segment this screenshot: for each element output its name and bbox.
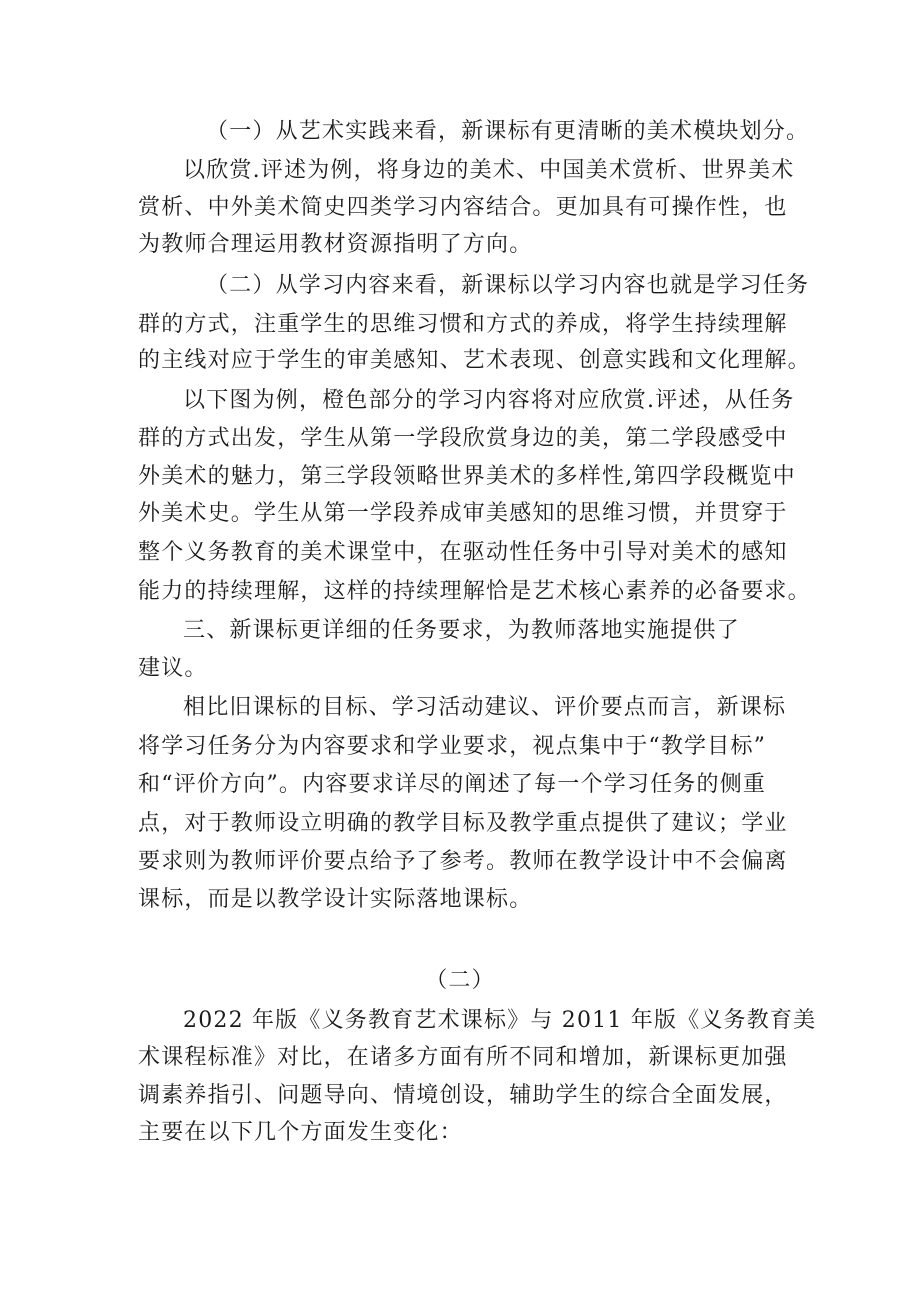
paragraph-line: 课标，而是以教学设计实际落地课标。 [138,887,533,912]
paragraph-line: 群的方式出发，学生从第一学段欣赏身边的美，第二学段感受中 [138,426,788,451]
paragraph-line: 为教师合理运用教材资源指明了方向。 [138,232,533,257]
paragraph-line: 主要在以下几个方面发生变化： [138,1120,463,1145]
paragraph-line: 要求则为教师评价要点给予了参考。教师在教学设计中不会偏离 [138,849,788,874]
paragraph-line: 能力的持续理解，这样的持续理解恰是艺术核心素养的必备要求。 [138,579,811,604]
paragraph-line: 以欣赏.评述为例，将身边的美术、中国美术赏析、世界美术 [183,158,795,183]
paragraph-line: 将学习任务分为内容要求和学业要求，视点集中于“教学目标” [138,734,767,759]
paragraph-line: 术课程标准》对比，在诸多方面有所不同和增加，新课标更加强 [138,1045,788,1070]
paragraph-line: （二）从学习内容来看，新课标以学习内容也就是学习任务 [206,273,810,298]
paragraph-line: 群的方式，注重学生的思维习惯和方式的养成，将学生持续理解 [138,312,788,337]
paragraph-line: 和“评价方向”。内容要求详尽的阐述了每一个学习任务的侧重 [138,772,767,797]
section-two-heading: （二） [425,968,495,993]
paragraph-line: 调素养指引、问题导向、情境创设，辅助学生的综合全面发展， [138,1083,788,1108]
paragraph-line: （一）从艺术实践来看，新课标有更清晰的美术模块划分。 [206,119,810,144]
paragraph-line: 以下图为例，橙色部分的学习内容将对应欣赏.评述，从任务 [183,388,795,413]
paragraph-line: 点，对于教师设立明确的教学目标及教学重点提供了建议；学业 [138,811,788,836]
paragraph-line: 整个义务教育的美术课堂中，在驱动性任务中引导对美术的感知 [138,540,788,565]
paragraph-line: 的主线对应于学生的审美感知、艺术表现、创意实践和文化理解。 [138,348,811,373]
paragraph-line: 外美术史。学生从第一学段养成审美感知的思维习惯，并贯穿于 [138,501,788,526]
paragraph-line: 外美术的魅力，第三学段领略世界美术的多样性,第四学段概览中 [138,464,796,489]
paragraph-line: 赏析、中外美术简史四类学习内容结合。更加具有可操作性，也 [138,195,788,220]
paragraph-line: 2022 年版《义务教育艺术课标》与 2011 年版《义务教育美 [183,1008,817,1033]
section-heading: 三、新课标更详细的任务要求，为教师落地实施提供了 [183,618,740,643]
paragraph-line: 相比旧课标的目标、学习活动建议、评价要点而言，新课标 [183,695,787,720]
section-heading: 建议。 [138,656,208,681]
